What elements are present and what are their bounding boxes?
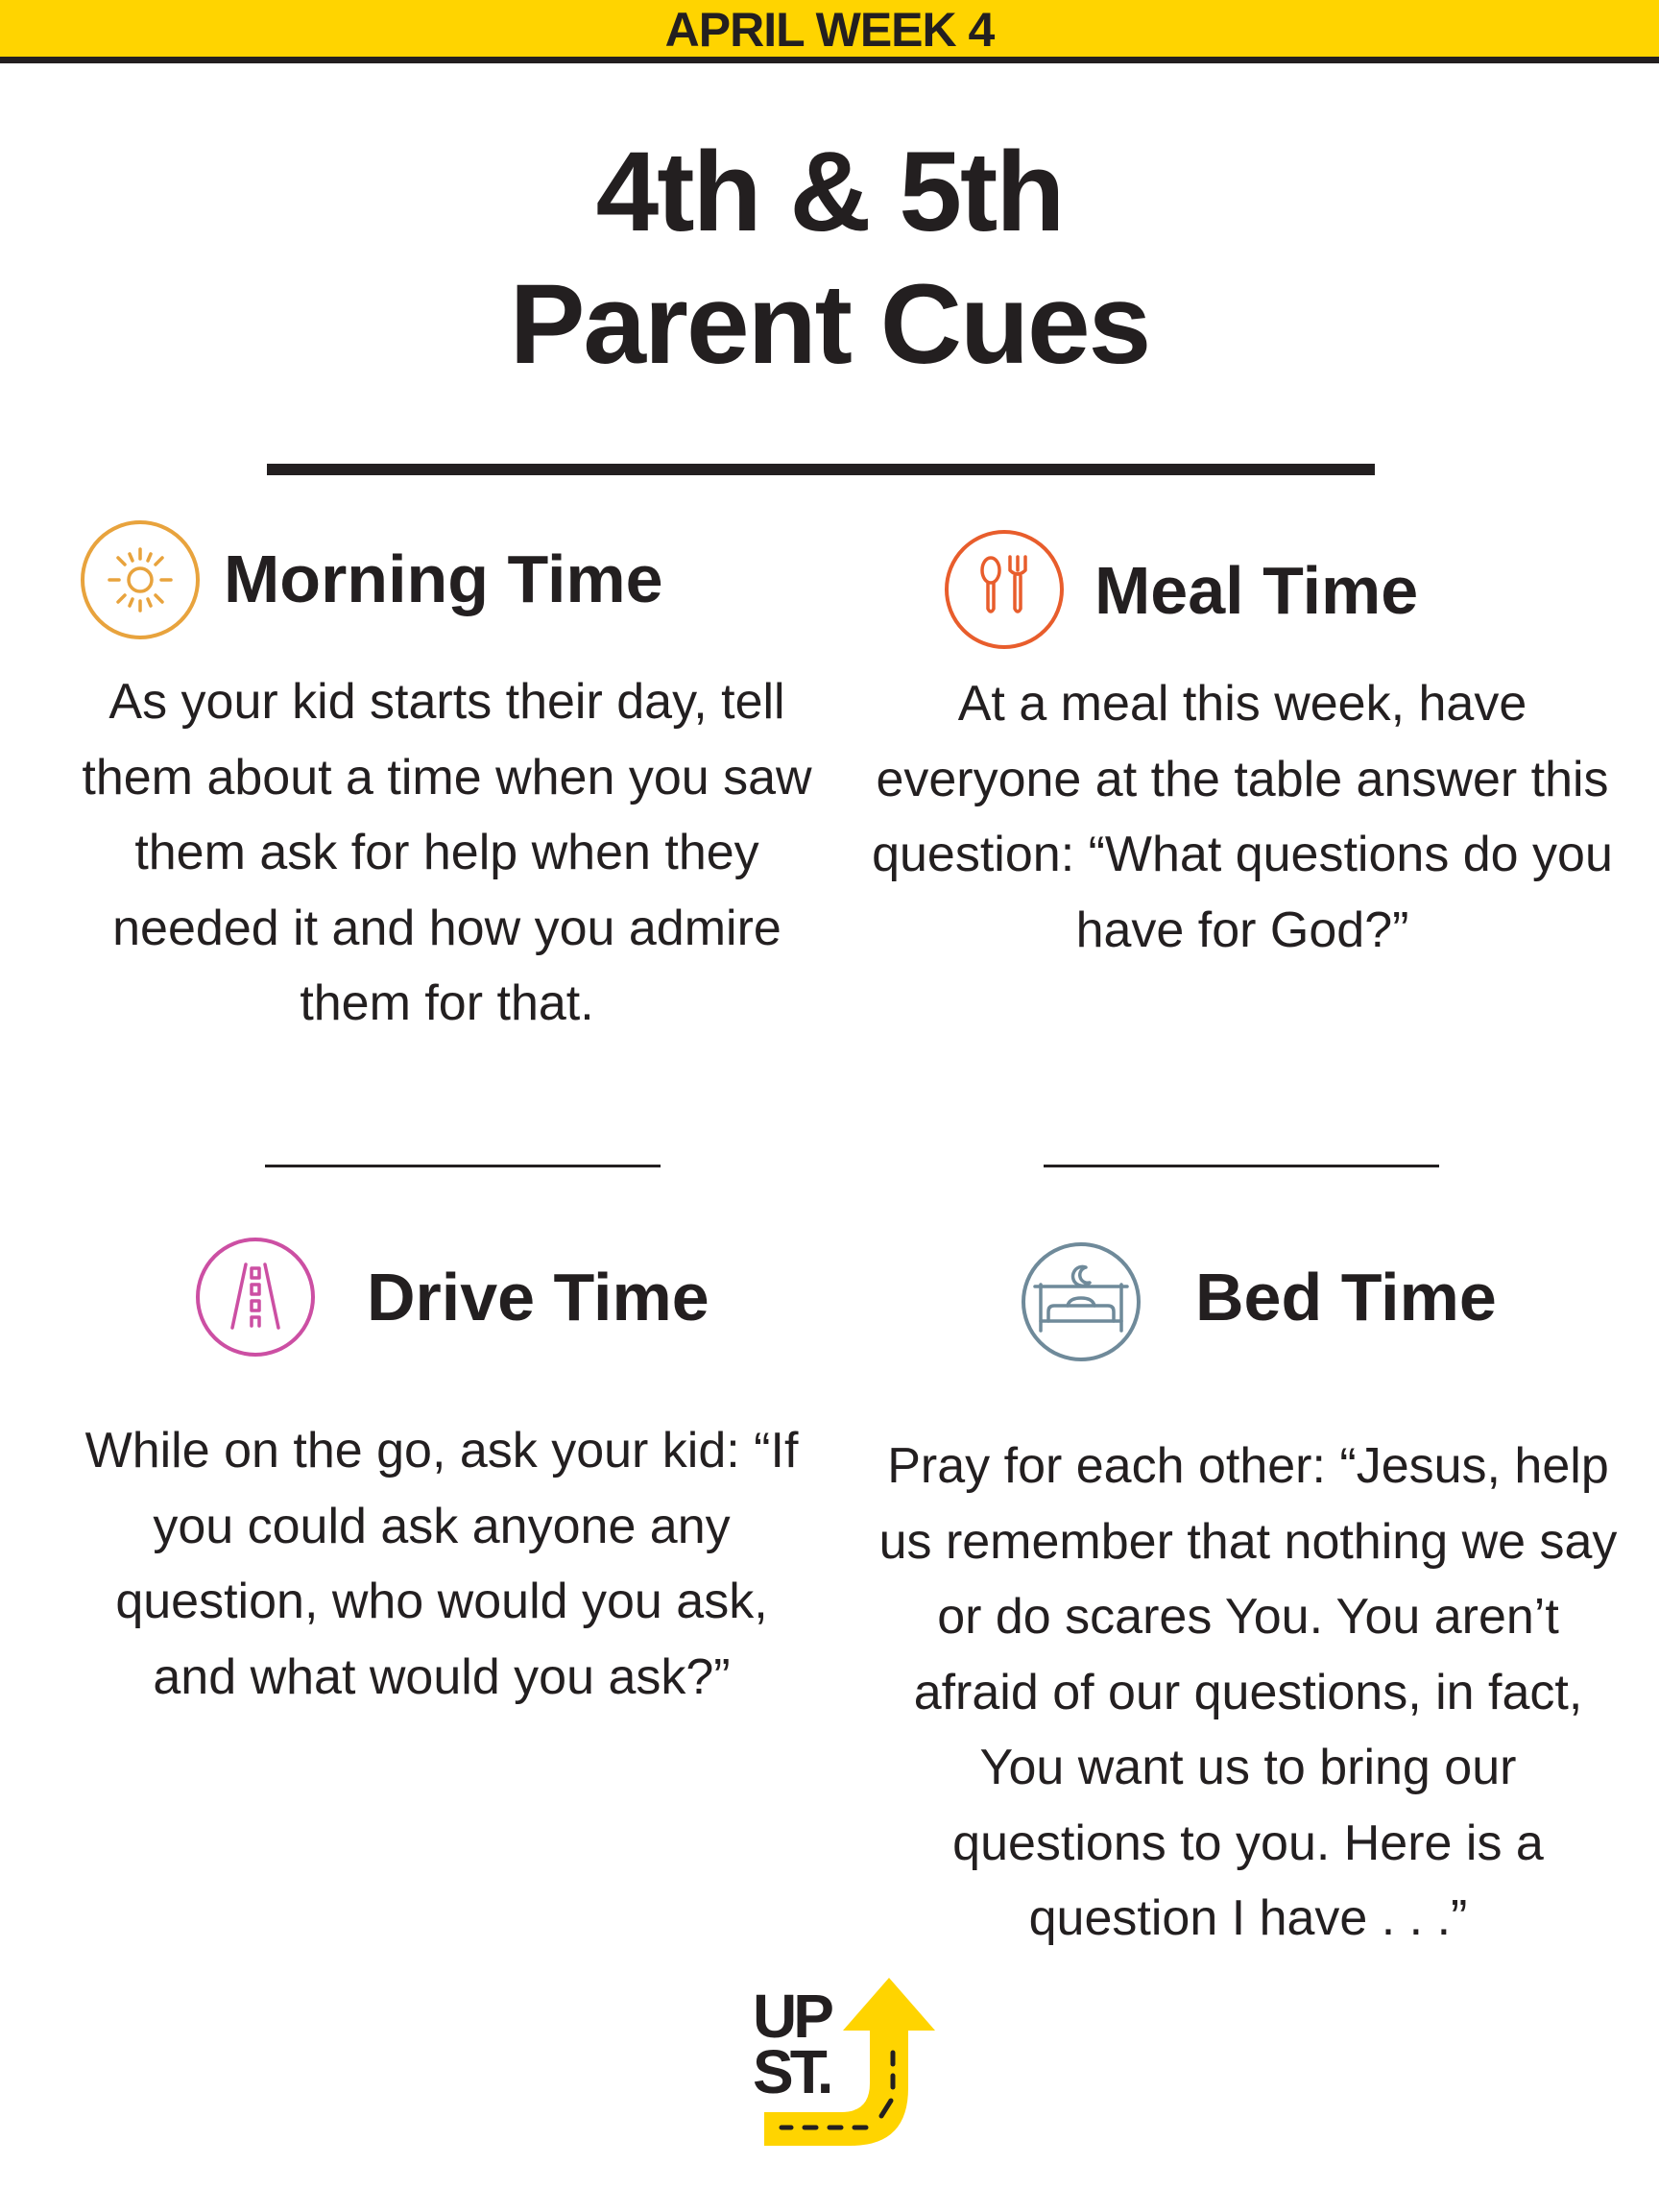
road-icon [173, 1214, 338, 1380]
page-title-line2: Parent Cues [509, 261, 1150, 388]
banner-text: APRIL WEEK 4 [664, 3, 995, 57]
drive-time-text: While on the go, ask your kid: “If you could ask anyone any question, who would you ask, and what would you ask?” [84, 1423, 799, 1705]
svg-text:ST.: ST. [753, 2037, 830, 2106]
meal-time-heading: Meal Time [1094, 553, 1419, 628]
section-divider-left [265, 1165, 661, 1167]
morning-time-text: As your kid starts their day, tell them about a time when you saw them ask for help when they needed it and how you admire them for that. [82, 674, 812, 1031]
bed-time-heading: Bed Time [1195, 1260, 1497, 1334]
morning-time-heading: Morning Time [224, 541, 663, 616]
section-divider-right [1044, 1165, 1439, 1167]
utensils-icon [922, 507, 1087, 672]
page-title-line1: 4th & 5th [595, 129, 1064, 255]
meal-time-text: At a meal this week, have everyone at the table answer this question: “What questions do you have for God?” [872, 676, 1613, 958]
drive-time-heading: Drive Time [367, 1260, 709, 1334]
title-divider [267, 464, 1375, 475]
sun-icon [58, 497, 223, 662]
bed-moon-icon [998, 1219, 1164, 1384]
upstreet-logo [749, 1959, 941, 2151]
bed-time-text: Pray for each other: “Jesus, help us remember that nothing we say or do scares You. You aren’t afraid of our questions, in fact, You want us to bring our questions to you. Here is a question I have . . .” [878, 1438, 1618, 1946]
svg-text:UP: UP [753, 1982, 830, 2051]
week-banner [0, 0, 1659, 63]
